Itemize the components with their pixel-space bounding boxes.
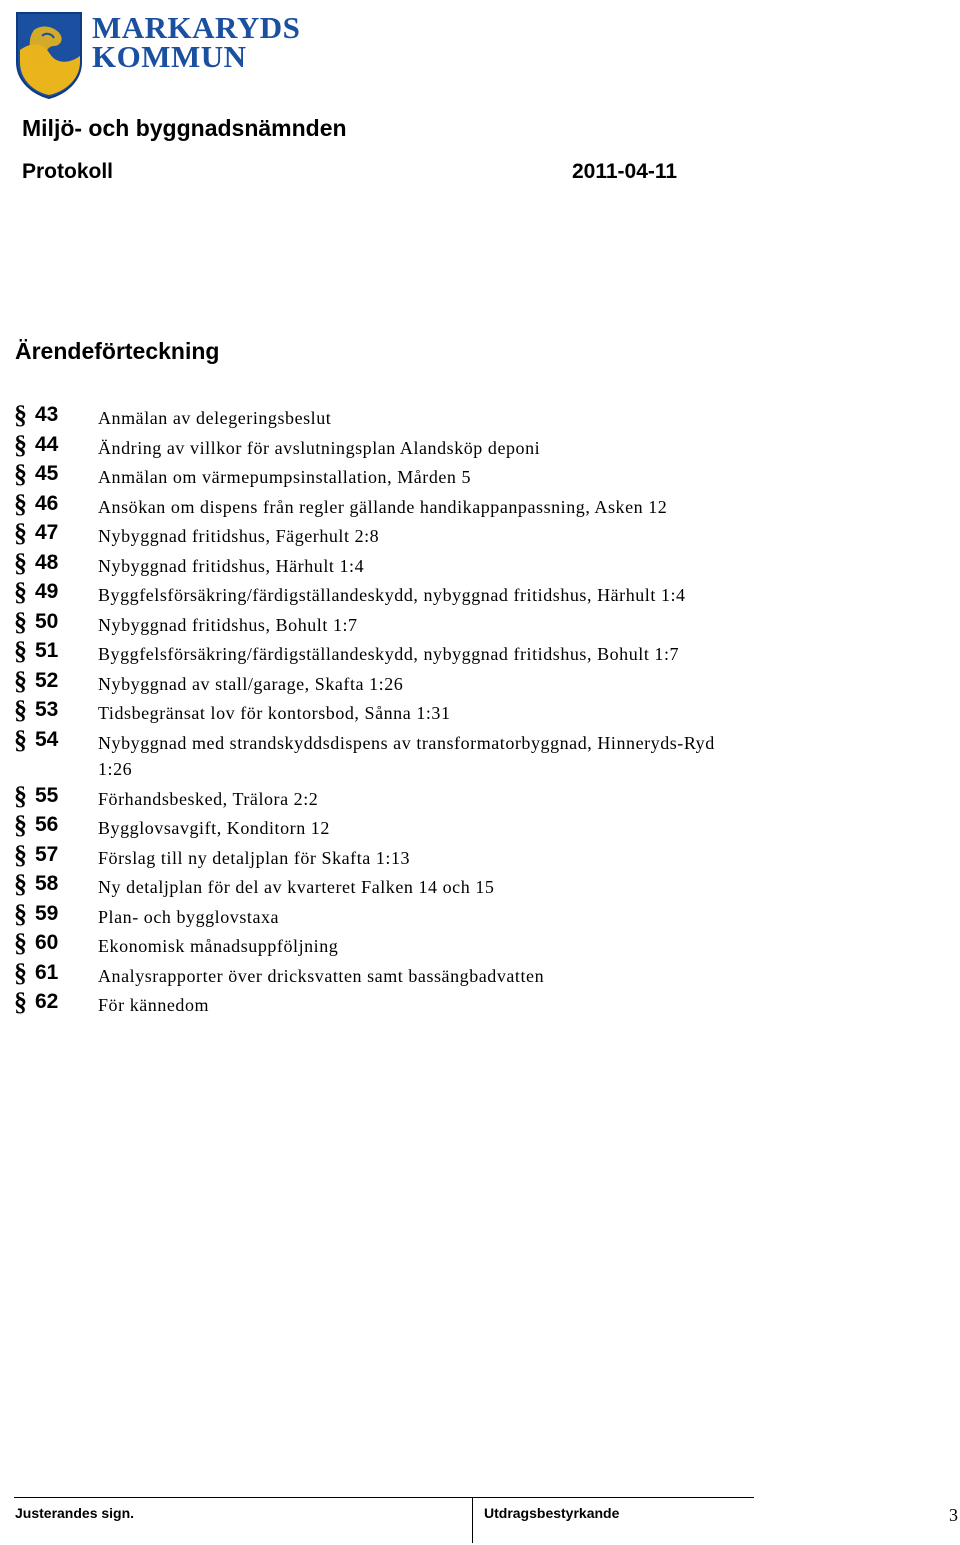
agenda-item-number: 45 (35, 462, 59, 485)
section-heading: Ärendeförteckning (15, 338, 220, 364)
agenda-item-text: Förhandsbesked, Trälora 2:2 (98, 788, 319, 809)
agenda-item-number: 52 (35, 668, 59, 692)
paragraph-symbol: § (14, 928, 27, 957)
paragraph-symbol: § (14, 429, 27, 459)
municipality-logo (14, 10, 314, 100)
agenda-item (14, 871, 754, 901)
agenda-item-text: För kännedom (98, 995, 210, 1015)
agenda-item-text: Ekonomisk månadsuppföljning (98, 936, 339, 956)
agenda-item (14, 930, 754, 960)
document-date: 2011-04-11 (572, 160, 678, 183)
agenda-item-number: 57 (35, 842, 59, 866)
agenda-item-number: 54 (35, 727, 59, 751)
agenda-item-number: 60 (35, 931, 59, 954)
agenda-item-number: 55 (35, 783, 59, 807)
agenda-item (14, 780, 754, 813)
agenda-item-text: Bygglovsavgift, Konditorn 12 (98, 818, 330, 838)
agenda-item (14, 697, 754, 727)
agenda-item-number: 58 (35, 872, 59, 895)
coat-of-arms-icon (14, 10, 84, 100)
paragraph-symbol: § (14, 898, 27, 928)
footer-signature-label: Justerandes sign. (15, 1505, 135, 1521)
paragraph-symbol: § (14, 636, 27, 665)
agenda-item (14, 579, 754, 609)
agenda-item (14, 547, 754, 580)
agenda-item-text: Nybyggnad med strandskyddsdispens av transformatorbyggnad, Hinneryds-Ryd 1:26 (98, 732, 715, 779)
paragraph-symbol: § (14, 606, 27, 636)
agenda-item (14, 488, 754, 521)
document-type: Protokoll (22, 160, 114, 183)
agenda-item (14, 957, 754, 990)
agenda-item-number: 46 (35, 491, 59, 515)
agenda-item-number: 53 (35, 698, 59, 721)
paragraph-symbol: § (14, 547, 27, 577)
agenda-item-text: Anmälan av delegeringsbeslut (98, 408, 332, 428)
agenda-item-number: 59 (35, 901, 59, 925)
agenda-item (14, 461, 754, 491)
agenda-item-text: Byggfelsförsäkring/färdigställandeskydd, nybyggnad fritidshus, Bohult 1:7 (98, 644, 680, 664)
agenda-item-text: Nybyggnad fritidshus, Bohult 1:7 (98, 614, 358, 635)
agenda-item-number: 50 (35, 609, 59, 633)
agenda-item-number: 61 (35, 960, 59, 984)
agenda-item (14, 429, 754, 462)
agenda-item-number: 62 (35, 990, 59, 1013)
agenda-item (14, 520, 754, 550)
agenda-item-text: Byggfelsförsäkring/färdigställandeskydd, nybyggnad fritidshus, Härhult 1:4 (98, 585, 686, 605)
agenda-item (14, 898, 754, 931)
agenda-item (14, 638, 754, 668)
agenda-item (14, 812, 754, 842)
agenda-item-number: 43 (35, 403, 59, 426)
paragraph-symbol: § (14, 400, 27, 429)
paragraph-symbol: § (14, 459, 27, 488)
agenda-item-number: 44 (35, 432, 59, 456)
agenda-item (14, 606, 754, 639)
agenda-item-text: Ny detaljplan för del av kvarteret Falken 14 och 15 (98, 877, 495, 897)
agenda-item-number: 48 (35, 550, 59, 574)
paragraph-symbol: § (14, 488, 27, 518)
page-number: 3 (949, 1505, 958, 1525)
agenda-item (14, 402, 754, 432)
footer-certification-label: Utdragsbestyrkande (484, 1505, 620, 1521)
paragraph-symbol: § (14, 518, 27, 547)
agenda-item (14, 839, 754, 872)
agenda-item (14, 989, 754, 1019)
logo-text-line1: MARKARYDS (92, 10, 301, 45)
agenda-item-text: Nybyggnad fritidshus, Fägerhult 2:8 (98, 526, 380, 546)
agenda-item-text: Nybyggnad av stall/garage, Skafta 1:26 (98, 673, 404, 694)
agenda-item-text: Ändring av villkor för avslutningsplan Alandsköp deponi (98, 437, 541, 458)
paragraph-symbol: § (14, 724, 27, 754)
agenda-item-text: Tidsbegränsat lov för kontorsbod, Sånna 1:31 (98, 703, 451, 723)
agenda-item-number: 56 (35, 813, 59, 836)
footer-rule (14, 1497, 754, 1498)
agenda-item-number: 49 (35, 580, 59, 603)
paragraph-symbol: § (14, 869, 27, 898)
agenda-list (14, 402, 754, 1019)
agenda-item-number: 47 (35, 521, 59, 544)
paragraph-symbol: § (14, 780, 27, 810)
paragraph-symbol: § (14, 839, 27, 869)
agenda-item-text: Anmälan om värmepumpsinstallation, Mården 5 (98, 467, 472, 487)
agenda-item (14, 665, 754, 698)
agenda-item-text: Ansökan om dispens från regler gällande handikappanpassning, Asken 12 (98, 496, 668, 517)
paragraph-symbol: § (14, 810, 27, 839)
logo-text-line2: KOMMUN (92, 39, 247, 74)
agenda-item-text: Analysrapporter över dricksvatten samt bassängbadvatten (98, 965, 545, 986)
committee-title: Miljö- och byggnadsnämnden (22, 115, 347, 141)
paragraph-symbol: § (14, 695, 27, 724)
paragraph-symbol: § (14, 957, 27, 987)
paragraph-symbol: § (14, 577, 27, 606)
paragraph-symbol: § (14, 987, 27, 1016)
agenda-item-text: Plan- och bygglovstaxa (98, 906, 280, 927)
paragraph-symbol: § (14, 665, 27, 695)
agenda-item-number: 51 (35, 639, 59, 662)
agenda-item-text: Nybyggnad fritidshus, Härhult 1:4 (98, 555, 365, 576)
agenda-item (14, 724, 754, 783)
footer-divider (472, 1497, 473, 1543)
agenda-item-text: Förslag till ny detaljplan för Skafta 1:13 (98, 847, 411, 868)
